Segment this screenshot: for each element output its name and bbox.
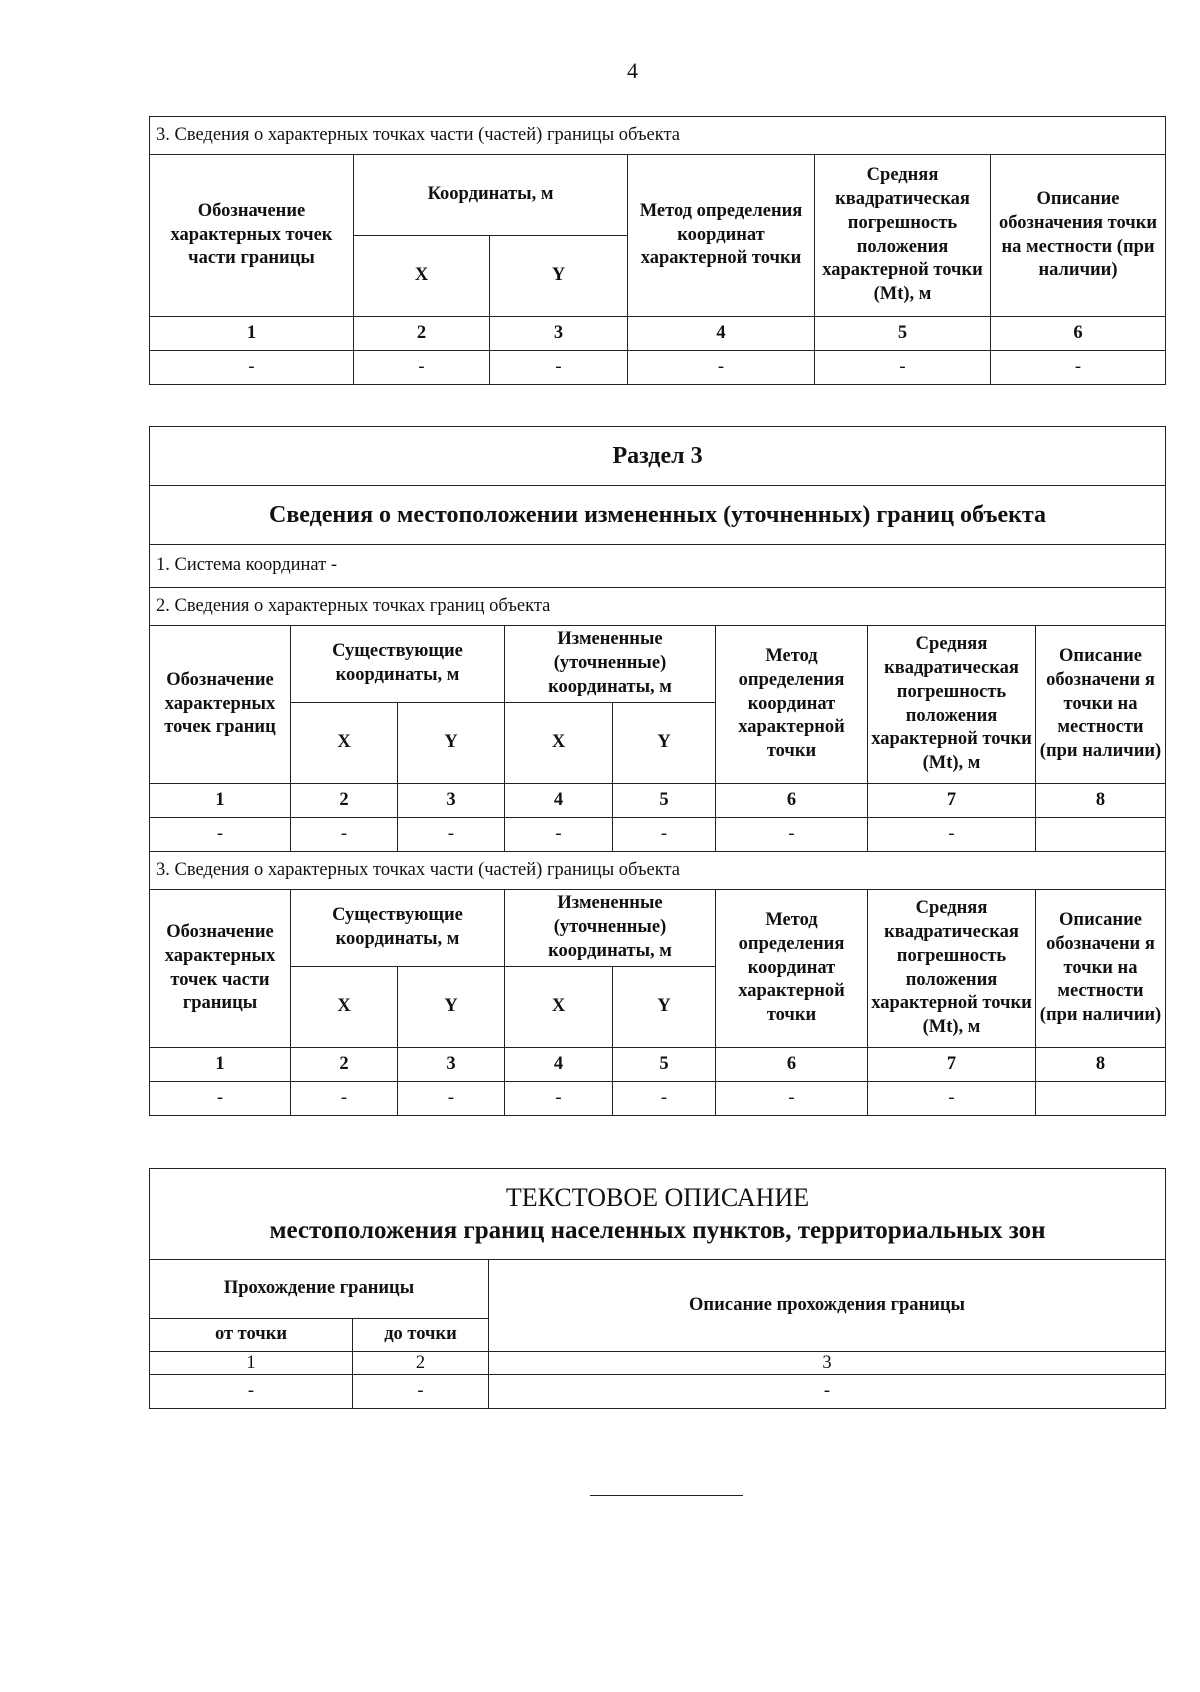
header-passage-description-label: Описание прохождения границы	[689, 1294, 965, 1315]
table-cell: -	[150, 1375, 353, 1409]
table-cell: -	[505, 1082, 613, 1116]
part-boundary-points-table	[149, 116, 1166, 385]
header-description: Описание обозначени я точки на местности (при наличии)	[1036, 890, 1166, 1048]
table-row-numbers	[150, 317, 1166, 351]
section-title: Раздел 3	[150, 427, 1166, 486]
header-designation: Обозначение характерных точек части границы	[150, 890, 291, 1048]
header-existing-coordinates: Существующие координаты, м	[291, 626, 505, 703]
column-number: 4	[505, 1048, 613, 1082]
column-number: 5	[613, 1048, 716, 1082]
header-method: Метод определения координат характерной точки	[716, 626, 868, 784]
table-cell: -	[150, 1082, 291, 1116]
header-y: Y	[490, 236, 628, 317]
header-description: Описание обозначени я точки на местности (при наличии)	[1036, 626, 1166, 784]
text-description-title-line1: ТЕКСТОВОЕ ОПИСАНИЕ	[505, 1182, 810, 1212]
header-x: X	[505, 703, 613, 784]
header-y: Y	[613, 703, 716, 784]
table-cell	[1036, 1082, 1166, 1116]
header-boundary-passage: Прохождение границы	[150, 1260, 489, 1319]
header-error: Средняя квадратическая погрешность положения характерной точки (Mt), м	[815, 155, 991, 317]
table-cell: -	[150, 351, 354, 385]
table-row	[150, 1375, 1166, 1409]
table-cell: -	[991, 351, 1166, 385]
header-method: Метод определения координат характерной точки	[716, 890, 868, 1048]
header-from-point: от точки	[150, 1319, 353, 1352]
header-error: Средняя квадратическая погрешность положения характерной точки (Mt), м	[868, 890, 1036, 1048]
header-existing-coordinates: Существующие координаты, м	[291, 890, 505, 967]
table-cell: -	[489, 1375, 1166, 1409]
text-description-title-line2: местоположения границ населенных пунктов, территориальных зон	[269, 1216, 1046, 1244]
table-cell: -	[291, 818, 398, 852]
column-number: 3	[398, 1048, 505, 1082]
header-y: Y	[613, 967, 716, 1048]
table-cell: -	[354, 351, 490, 385]
column-number: 8	[1036, 1048, 1166, 1082]
column-number: 2	[291, 784, 398, 818]
table-row	[150, 818, 1166, 852]
header-x: X	[291, 967, 398, 1048]
column-number: 5	[815, 317, 991, 351]
column-number: 1	[150, 317, 354, 351]
header-changed-coordinates: Измененные (уточненные) координаты, м	[505, 890, 716, 967]
closing-divider	[590, 1495, 743, 1496]
header-description: Описание обозначения точки на местности (при наличии)	[991, 155, 1166, 317]
table-row	[150, 1082, 1166, 1116]
table-cell: -	[490, 351, 628, 385]
table-cell: -	[150, 818, 291, 852]
section-subtitle: Сведения о местоположении измененных (уточненных) границ объекта	[150, 486, 1166, 545]
table-cell: -	[628, 351, 815, 385]
page-number: 4	[627, 58, 638, 83]
column-number: 6	[991, 317, 1166, 351]
table-row-numbers	[150, 784, 1166, 818]
header-x: X	[505, 967, 613, 1048]
column-number: 3	[489, 1352, 1166, 1375]
table-cell	[1036, 818, 1166, 852]
table-caption: 3. Сведения о характерных точках части (частей) границы объекта	[150, 117, 1166, 155]
section-3-table	[149, 426, 1166, 1116]
header-x: X	[291, 703, 398, 784]
column-number: 7	[868, 784, 1036, 818]
column-number: 3	[490, 317, 628, 351]
text-description-title	[150, 1169, 1166, 1260]
column-number: 5	[613, 784, 716, 818]
table-cell: -	[613, 1082, 716, 1116]
header-designation: Обозначение характерных точек границ	[150, 626, 291, 784]
table-caption: 3. Сведения о характерных точках части (частей) границы объекта	[150, 852, 1166, 890]
table-row	[150, 351, 1166, 385]
table-cell: -	[613, 818, 716, 852]
table-cell: -	[868, 818, 1036, 852]
header-x: X	[354, 236, 490, 317]
column-number: 2	[353, 1352, 489, 1375]
coordinate-system: 1. Система координат -	[150, 545, 1166, 588]
text-description-table	[149, 1168, 1166, 1409]
column-number: 4	[628, 317, 815, 351]
table-cell: -	[716, 1082, 868, 1116]
table-caption: 2. Сведения о характерных точках границ объекта	[150, 588, 1166, 626]
header-method: Метод определения координат характерной точки	[628, 155, 815, 317]
table-cell: -	[716, 818, 868, 852]
header-y: Y	[398, 703, 505, 784]
header-to-point: до точки	[353, 1319, 489, 1352]
column-number: 6	[716, 1048, 868, 1082]
column-number: 2	[291, 1048, 398, 1082]
column-number: 1	[150, 1048, 291, 1082]
column-number: 3	[398, 784, 505, 818]
table-cell: -	[868, 1082, 1036, 1116]
header-passage-description	[489, 1260, 1166, 1352]
column-number: 4	[505, 784, 613, 818]
column-number: 8	[1036, 784, 1166, 818]
header-y: Y	[398, 967, 505, 1048]
table-cell: -	[815, 351, 991, 385]
column-number: 2	[354, 317, 490, 351]
table-row-numbers	[150, 1352, 1166, 1375]
table-cell: -	[398, 1082, 505, 1116]
header-error: Средняя квадратическая погрешность положения характерной точки (Mt), м	[868, 626, 1036, 784]
table-cell: -	[505, 818, 613, 852]
column-number: 1	[150, 784, 291, 818]
column-number: 6	[716, 784, 868, 818]
header-changed-coordinates: Измененные (уточненные) координаты, м	[505, 626, 716, 703]
header-designation: Обозначение характерных точек части границы	[150, 155, 354, 317]
table-cell: -	[291, 1082, 398, 1116]
table-cell: -	[398, 818, 505, 852]
table-cell: -	[353, 1375, 489, 1409]
column-number: 1	[150, 1352, 353, 1375]
table-row-numbers	[150, 1048, 1166, 1082]
header-coordinates: Координаты, м	[354, 155, 628, 236]
column-number: 7	[868, 1048, 1036, 1082]
